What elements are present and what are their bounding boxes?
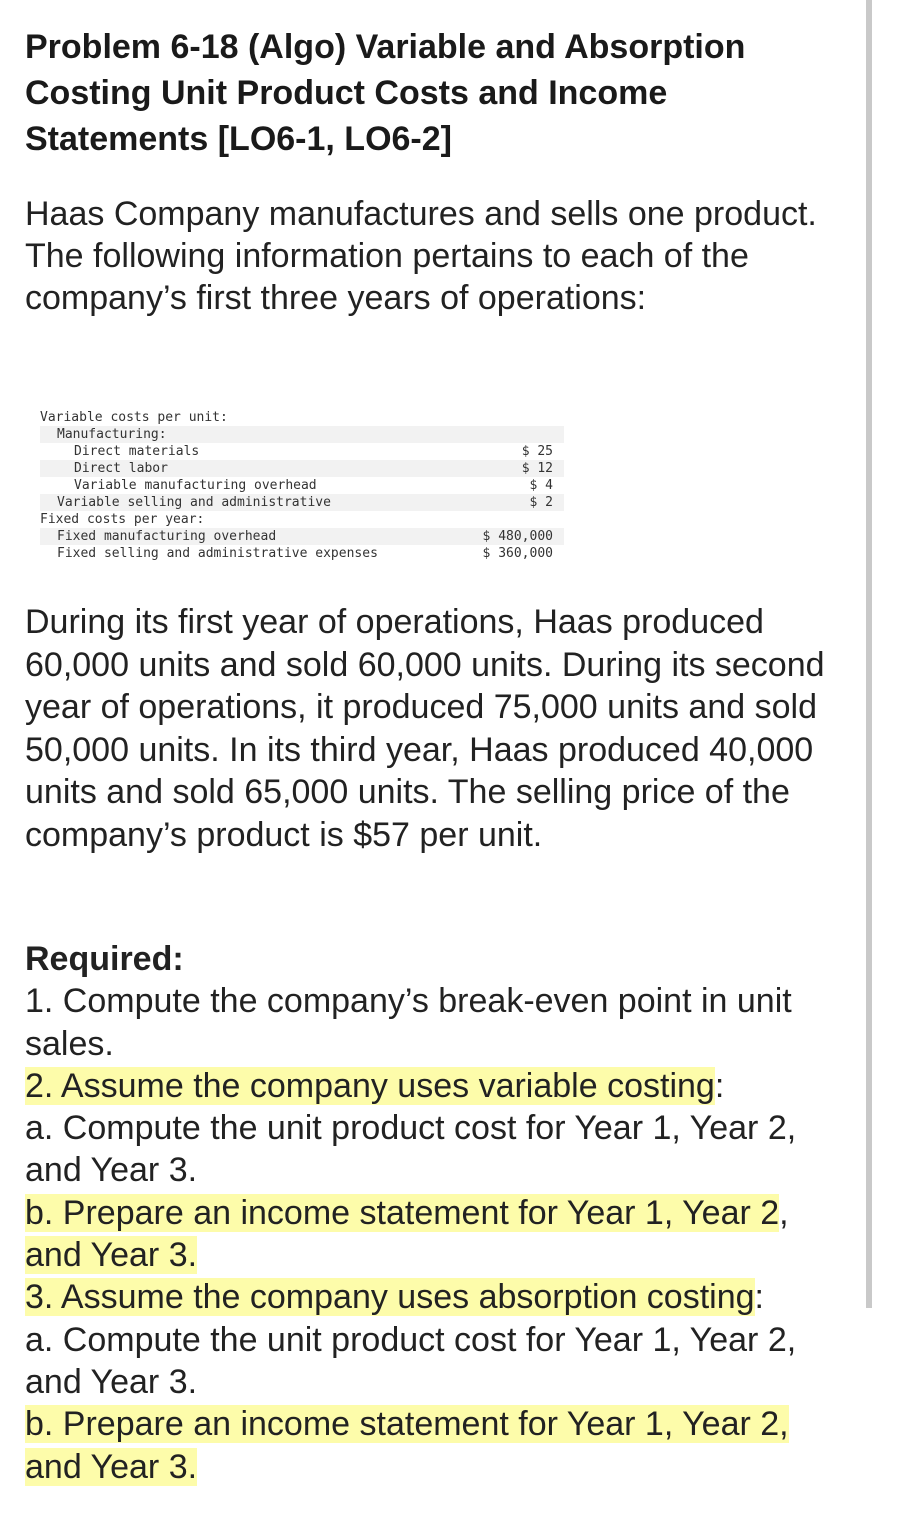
table-row <box>40 511 564 528</box>
row-value: $ 12 <box>462 460 564 477</box>
highlighted-text: b. Prepare an income statement for Year 1, Year 2 <box>25 1193 780 1232</box>
row-label: Manufacturing: <box>40 426 462 443</box>
table-row <box>40 528 564 545</box>
row-value <box>462 511 564 528</box>
page-title: Problem 6-18 (Algo) Variable and Absorption Costing Unit Product Costs and Income Statements [LO6-1, LO6-2] <box>25 28 746 158</box>
question-2b-line-1 <box>25 1192 870 1234</box>
question-1-line-2: sales. <box>25 1024 114 1063</box>
row-label: Variable costs per unit: <box>40 410 228 425</box>
table-row <box>40 426 564 443</box>
table-row <box>40 494 564 511</box>
question-2b-line-2 <box>25 1234 870 1276</box>
highlighted-text: and Year 3. <box>25 1236 198 1275</box>
row-value: $ 4 <box>529 478 553 493</box>
row-label: Variable manufacturing overhead <box>74 478 317 493</box>
row-label: Fixed costs per year: <box>40 512 205 527</box>
table-row <box>40 409 564 426</box>
question-2 <box>25 1065 870 1107</box>
row-value <box>462 409 564 426</box>
question-2a-line-1: a. Compute the unit product cost for Year 1, Year 2, <box>25 1109 797 1148</box>
table-row <box>40 477 564 494</box>
question-1-line-1: 1. Compute the company’s break-even point in unit <box>25 982 792 1021</box>
row-value: $ 480,000 <box>462 528 564 545</box>
highlighted-text: 2. Assume the company uses variable costing <box>25 1066 715 1105</box>
question-3a-line-2: and Year 3. <box>25 1362 198 1401</box>
question-3b-line-1 <box>25 1403 870 1445</box>
row-label: Direct labor <box>40 460 462 477</box>
row-label: Fixed manufacturing overhead <box>40 528 462 545</box>
required-heading: Required: <box>25 940 184 978</box>
question-3 <box>25 1276 870 1318</box>
row-label: Direct materials <box>74 444 200 459</box>
question-3a-line-1: a. Compute the unit product cost for Year 1, Year 2, <box>25 1320 797 1359</box>
row-value: $ 25 <box>521 444 553 459</box>
question-2a-line-2: and Year 3. <box>25 1151 198 1190</box>
colon: : <box>754 1278 764 1317</box>
intro-paragraph: Haas Company manufactures and sells one product. The following information pertains to each of the company’s first three years of operations: <box>25 195 817 317</box>
comma: , <box>779 1193 789 1232</box>
question-3b-line-2 <box>25 1446 870 1488</box>
row-label: Variable selling and administrative <box>40 494 462 511</box>
row-value <box>462 426 564 443</box>
cost-data-table <box>40 409 564 562</box>
operations-paragraph: During its first year of operations, Haas produced 60,000 units and sold 60,000 units. During its second year of operations, it produced 75,000 units and sold 50,000 units. In its third year, Haas produced 40,000 units and sold 65,000 units. The selling price of the company’s product is $57 per unit. <box>25 603 825 854</box>
table-row <box>40 443 564 460</box>
highlighted-text: and Year 3. <box>25 1447 198 1486</box>
table-row <box>40 545 564 562</box>
row-label: Fixed selling and administrative expenses <box>57 546 378 561</box>
required-section <box>25 938 870 1488</box>
highlighted-text: b. Prepare an income statement for Year 1, Year 2, <box>25 1405 789 1444</box>
colon: : <box>714 1066 725 1105</box>
row-value: $ 2 <box>462 494 564 511</box>
highlighted-text: 3. Assume the company uses absorption costing <box>25 1278 755 1317</box>
row-value: $ 360,000 <box>482 546 553 561</box>
table-row <box>40 460 564 477</box>
